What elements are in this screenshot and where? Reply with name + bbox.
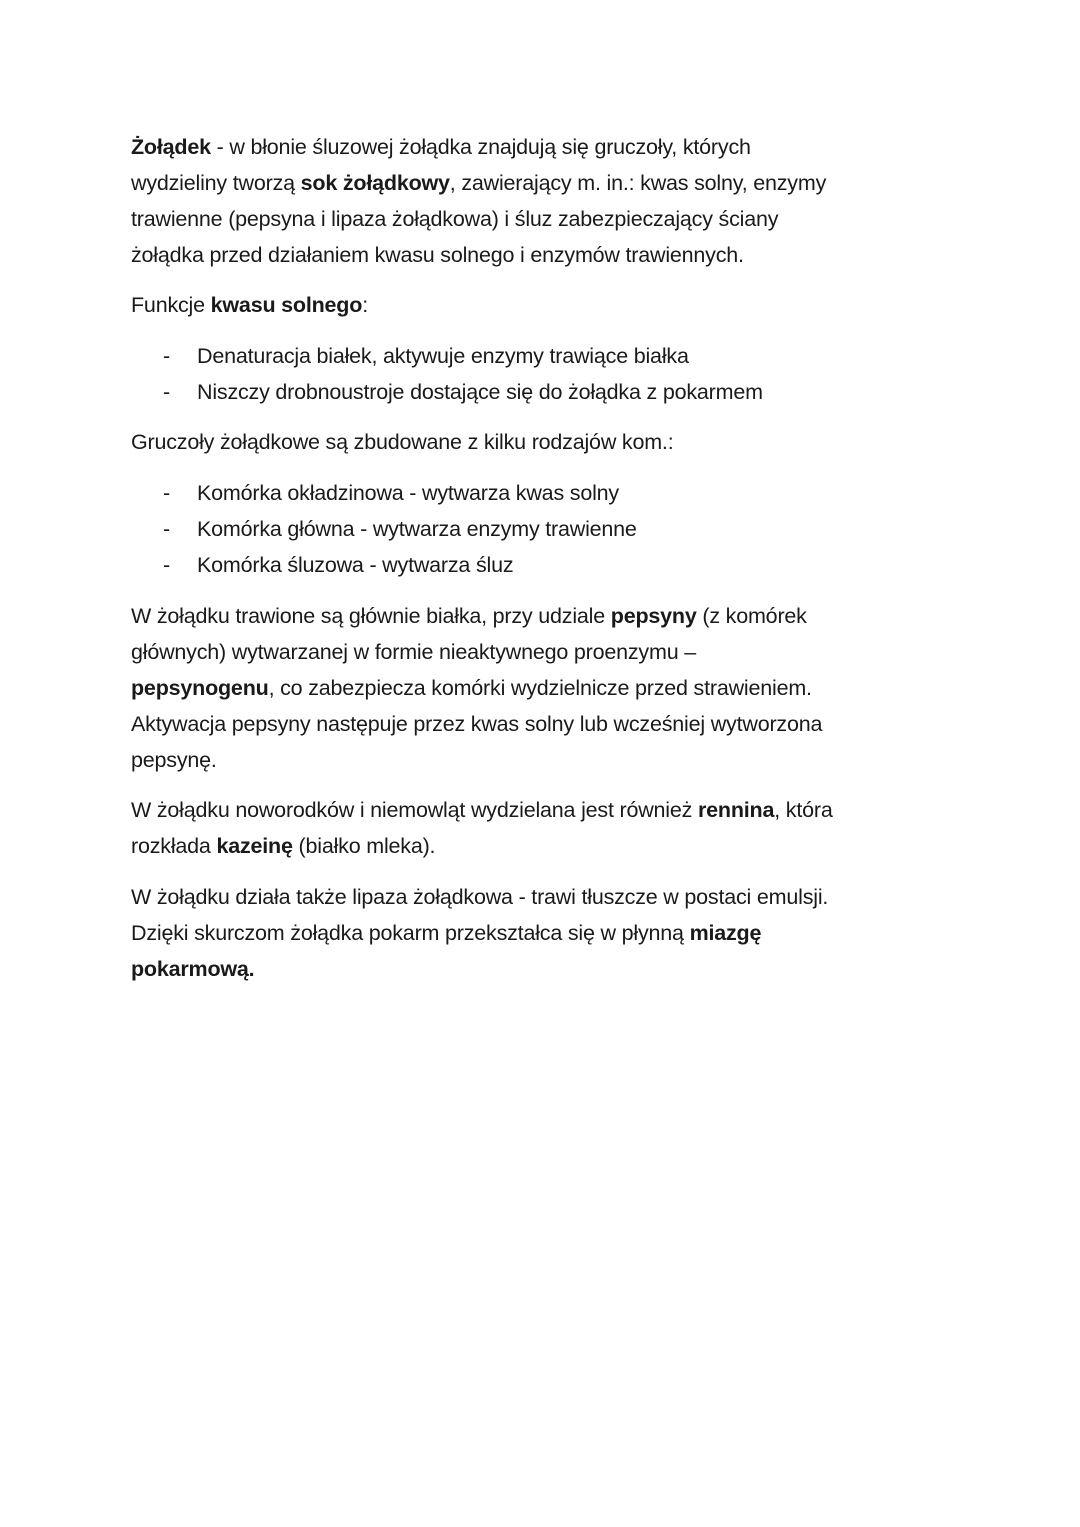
bullet-dash: - (163, 380, 171, 404)
text-segment: Komórka okładzinowa - wytwarza kwas solny (197, 481, 619, 505)
text-line (131, 242, 744, 268)
bold-term: kazeinę (216, 834, 293, 858)
text-line (131, 134, 751, 160)
text-line (131, 797, 833, 823)
bold-term: rennina (697, 798, 775, 822)
text-line (131, 603, 807, 629)
text-segment: Komórka śluzowa - wytwarza śluz (197, 553, 514, 577)
bold-term: kwasu solnego (210, 293, 363, 317)
text-line (131, 639, 696, 665)
text-segment: Gruczoły żołądkowe są zbudowane z kilku rodzajów kom.: (131, 430, 674, 454)
bold-term: miazgę (689, 921, 762, 945)
text-segment: żołądka przed działaniem kwasu solnego i enzymów trawiennych. (131, 243, 744, 267)
bold-term: pepsynogenu (131, 676, 269, 700)
text-line (131, 884, 828, 910)
text-segment: (białko mleka). (292, 834, 436, 858)
text-segment: Denaturacja białek, aktywuje enzymy trawiące białka (197, 344, 689, 368)
text-segment: - w błonie śluzowej żołądka znajdują się gruczoły, których (210, 135, 751, 159)
bold-term: Żołądek (131, 135, 211, 159)
text-line (131, 675, 812, 701)
text-segment: trawienne (pepsyna i lipaza żołądkowa) i śluz zabezpieczający ściany (131, 207, 779, 231)
text-segment: rozkłada (131, 834, 217, 858)
text-segment: wydzieliny tworzą (131, 171, 301, 195)
text-line (131, 292, 368, 318)
list-item (197, 552, 513, 578)
list-item (197, 343, 689, 369)
text-line (131, 747, 217, 773)
bold-term: sok żołądkowy (300, 171, 450, 195)
text-segment: Dzięki skurczom żołądka pokarm przekształca się w płynną (131, 921, 690, 945)
text-segment: , co zabezpiecza komórki wydzielnicze przed strawieniem. (268, 676, 812, 700)
text-segment: (z komórek (696, 604, 807, 628)
text-segment: W żołądku noworodków i niemowląt wydzielana jest również (131, 798, 698, 822)
bold-term: pepsyny (610, 604, 697, 628)
text-segment: : (362, 293, 368, 317)
text-line (131, 711, 822, 737)
text-segment: W żołądku trawione są głównie białka, przy udziale (131, 604, 611, 628)
text-segment: Niszczy drobnoustroje dostające się do żołądka z pokarmem (197, 380, 763, 404)
list-item (197, 480, 619, 506)
text-line (131, 956, 254, 982)
bullet-dash: - (163, 344, 171, 368)
text-segment: Komórka główna - wytwarza enzymy trawienne (197, 517, 637, 541)
text-segment: Funkcje (131, 293, 211, 317)
text-segment: , zawierający m. in.: kwas solny, enzymy (449, 171, 827, 195)
list-item (197, 379, 763, 405)
bold-term: pokarmową. (131, 957, 255, 981)
text-segment: pepsynę. (131, 748, 217, 772)
text-line (131, 206, 778, 232)
bullet-dash: - (163, 517, 171, 541)
bullet-dash: - (163, 553, 171, 577)
text-segment: głównych) wytwarzanej w formie nieaktywnego proenzymu – (131, 640, 696, 664)
list-item (197, 516, 637, 542)
text-line (131, 170, 826, 196)
text-segment: , która (774, 798, 833, 822)
bullet-dash: - (163, 481, 171, 505)
text-line (131, 429, 673, 455)
text-line (131, 833, 435, 859)
text-segment: W żołądku działa także lipaza żołądkowa - trawi tłuszcze w postaci emulsji. (131, 885, 829, 909)
text-line (131, 920, 761, 946)
text-segment: Aktywacja pepsyny następuje przez kwas solny lub wcześniej wytworzona (131, 712, 823, 736)
